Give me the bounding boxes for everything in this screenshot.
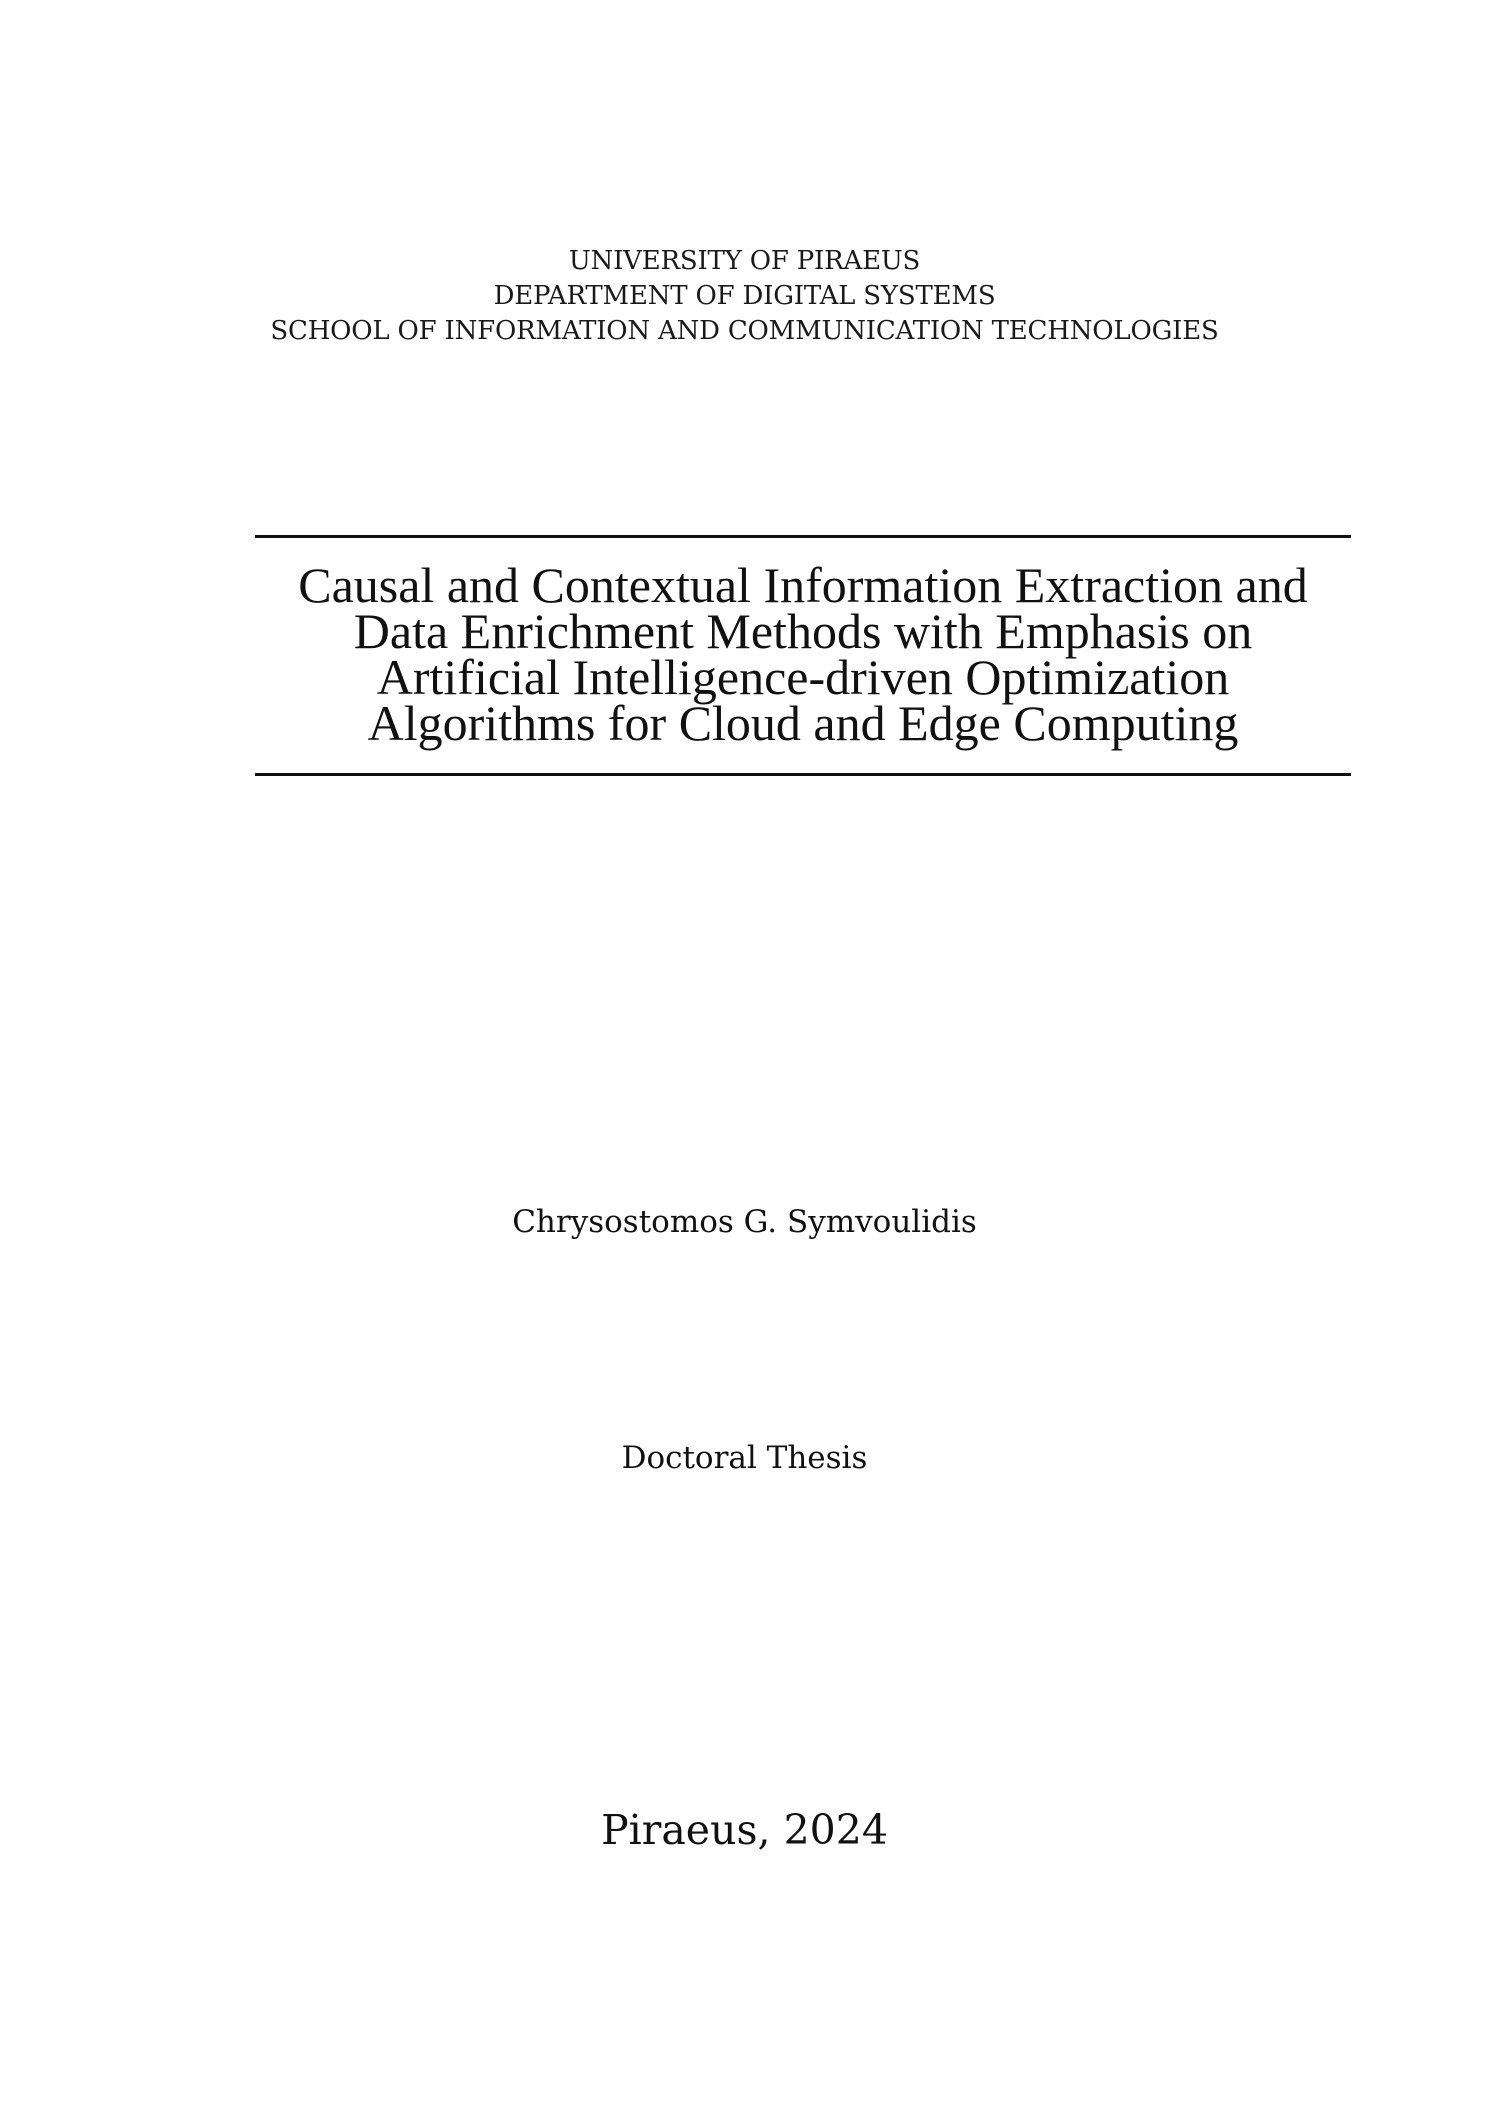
place-and-year: Piraeus, 2024: [601, 1806, 888, 1854]
title-top-rule: [255, 535, 1351, 538]
department-name: DEPARTMENT OF DIGITAL SYSTEMS: [493, 281, 996, 311]
thesis-title-line: Artificial Intelligence-driven Optimization: [376, 649, 1230, 705]
university-name: UNIVERSITY OF PIRAEUS: [568, 246, 921, 276]
thesis-title-line: Algorithms for Cloud and Edge Computing: [367, 695, 1239, 751]
school-name: SCHOOL OF INFORMATION AND COMMUNICATION TECHNOLOGIES: [270, 316, 1219, 346]
author-name: Chrysostomos G. Symvoulidis: [512, 1204, 977, 1240]
thesis-title: [255, 557, 1351, 751]
degree-type: Doctoral Thesis: [621, 1440, 868, 1476]
title-bottom-rule: [255, 773, 1351, 776]
thesis-title-line: Causal and Contextual Information Extraction and: [298, 557, 1308, 613]
thesis-title-line: Data Enrichment Methods with Emphasis on: [353, 603, 1253, 659]
